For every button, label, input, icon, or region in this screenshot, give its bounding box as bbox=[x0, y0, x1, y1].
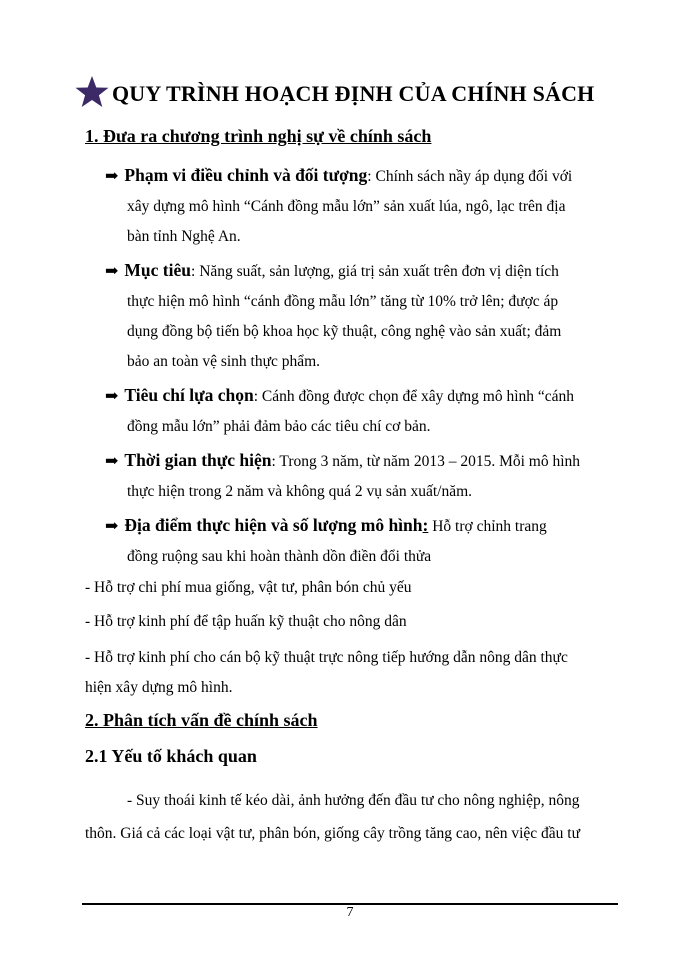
arrow-right-icon: ➡ bbox=[105, 518, 119, 535]
bullet-label: Phạm vi điều chỉnh và đối tượng bbox=[124, 165, 368, 185]
dash-item-staff: - Hỗ trợ kinh phí cho cán bộ kỹ thuật trực nông tiếp hướng dẫn nông dân thực bbox=[85, 649, 568, 666]
dash-item-training: - Hỗ trợ kinh phí để tập huấn kỹ thuật cho nông dân bbox=[85, 613, 407, 630]
dash-item-seeds: - Hỗ trợ chi phí mua giống, vật tư, phân bón chủ yếu bbox=[85, 579, 412, 596]
arrow-right-icon: ➡ bbox=[105, 263, 119, 280]
bullet-label: Mục tiêu bbox=[124, 260, 191, 280]
main-title bbox=[74, 74, 595, 110]
page-number: 7 bbox=[346, 905, 354, 920]
bullet-scope: ➡ Phạm vi điều chỉnh và đối tượng: Chính sách nầy áp dụng đối với xây dựng mô hình “Cánh đồng mẫu lớn” sản xuất lúa, ngô, lạc trên địa bàn tỉnh Nghệ An. bbox=[105, 160, 615, 252]
arrow-right-icon: ➡ bbox=[105, 388, 119, 405]
arrow-right-icon: ➡ bbox=[105, 168, 119, 185]
bullet-label: Thời gian thực hiện bbox=[124, 450, 272, 470]
bullet-text: Hỗ trợ chỉnh trang bbox=[428, 518, 547, 535]
arrow-right-icon: ➡ bbox=[105, 453, 119, 470]
bullet-text: thực hiện trong 2 năm và không quá 2 vụ sản xuất/năm. bbox=[127, 483, 473, 500]
bullet-text: đồng mẫu lớn” phải đảm bảo các tiêu chí cơ bản. bbox=[127, 418, 431, 435]
bullet-text: Năng suất, sản lượng, giá trị sản xuất trên đơn vị diện tích bbox=[195, 263, 559, 280]
bullet-label: Địa điểm thực hiện và số lượng mô hình bbox=[124, 515, 423, 535]
bullet-text: dụng đồng bộ tiến bộ khoa học kỹ thuật, công nghệ vào sản xuất; đảm bbox=[127, 323, 562, 340]
section-1-heading: 1. Đưa ra chương trình nghị sự về chính sách bbox=[85, 126, 432, 146]
main-title-text: QUY TRÌNH HOẠCH ĐỊNH CỦA CHÍNH SÁCH bbox=[112, 81, 595, 106]
bullet-location: ➡ Địa điểm thực hiện và số lượng mô hình: Hỗ trợ chỉnh trang đồng ruộng sau khi hoàn thành dồn điền đổi thửa bbox=[105, 510, 615, 572]
bullet-text: đồng ruộng sau khi hoàn thành dồn điền đổi thửa bbox=[127, 548, 432, 565]
star-icon bbox=[74, 74, 110, 110]
bullet-timeline: ➡ Thời gian thực hiện: Trong 3 năm, từ năm 2013 – 2015. Mỗi mô hình thực hiện trong 2 năm và không quá 2 vụ sản xuất/năm. bbox=[105, 445, 615, 507]
bullet-criteria: ➡ Tiêu chí lựa chọn: Cánh đồng được chọn để xây dựng mô hình “cánh đồng mẫu lớn” phải đảm bảo các tiêu chí cơ bản. bbox=[105, 380, 615, 442]
bullet-text: Trong 3 năm, từ năm 2013 – 2015. Mỗi mô hình bbox=[275, 453, 581, 470]
bullet-text: Cánh đồng được chọn để xây dựng mô hình “cánh bbox=[258, 388, 575, 405]
bullet-label: Tiêu chí lựa chọn bbox=[124, 385, 254, 405]
paragraph-line: - Suy thoái kinh tế kéo dài, ảnh hưởng đến đầu tư cho nông nghiệp, nông bbox=[127, 792, 580, 809]
bullet-text: thực hiện mô hình “cánh đồng mẫu lớn” tăng từ 10% trở lên; được áp bbox=[127, 293, 559, 310]
dash-item-staff-cont: hiện xây dựng mô hình. bbox=[85, 679, 233, 696]
section-2-heading: 2. Phân tích vấn đề chính sách bbox=[85, 710, 318, 730]
section-2-1-heading: 2.1 Yếu tố khách quan bbox=[85, 746, 257, 766]
bullet-text: bảo an toàn vệ sinh thực phẩm. bbox=[127, 353, 321, 370]
bullet-text: xây dựng mô hình “Cánh đồng mẫu lớn” sản xuất lúa, ngô, lạc trên địa bbox=[127, 198, 566, 215]
bullet-text: Chính sách nầy áp dụng đối với bbox=[371, 168, 573, 185]
bullet-text: bàn tỉnh Nghệ An. bbox=[127, 228, 241, 245]
paragraph-line: thôn. Giá cả các loại vật tư, phân bón, giống cây trồng tăng cao, nên việc đầu tư bbox=[85, 825, 580, 842]
paragraph-objective-factors bbox=[85, 784, 615, 850]
bullet-objectives: ➡ Mục tiêu: Năng suất, sản lượng, giá trị sản xuất trên đơn vị diện tích thực hiện mô hình “cánh đồng mẫu lớn” tăng từ 10% trở lên; được áp dụng đồng bộ tiến bộ khoa học kỹ thuật, công nghệ vào sản xuất; đảm bảo an toàn vệ sinh thực phẩm. bbox=[105, 255, 615, 377]
